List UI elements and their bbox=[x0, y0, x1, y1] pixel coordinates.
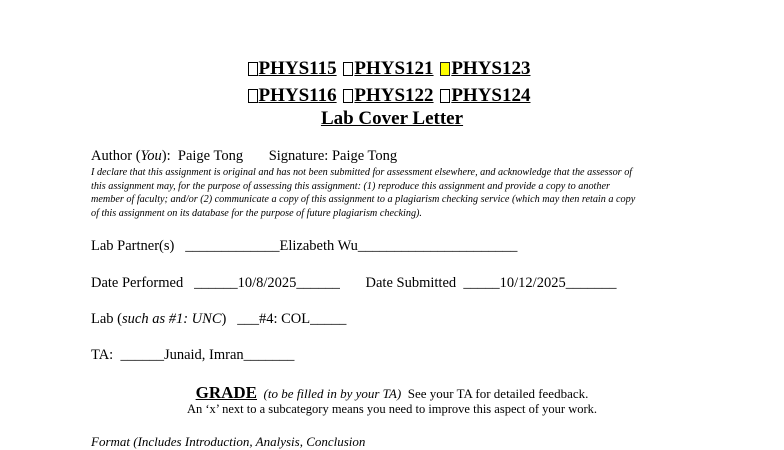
course-option[interactable] bbox=[343, 58, 439, 80]
grade-paren: (to be filled in by your TA) bbox=[263, 386, 402, 401]
grade-line bbox=[0, 383, 784, 403]
course-code: PHYS124 bbox=[451, 85, 531, 106]
grade-heading: GRADE bbox=[195, 383, 258, 402]
course-option[interactable] bbox=[248, 58, 343, 80]
ta-label: TA: bbox=[91, 347, 114, 363]
course-checkbox[interactable] bbox=[343, 89, 353, 103]
lab-label-example: such as #1: UNC bbox=[122, 311, 222, 327]
lab-field bbox=[91, 311, 346, 328]
course-checkbox[interactable] bbox=[248, 62, 258, 76]
date-performed-label: Date Performed bbox=[91, 275, 184, 291]
course-code: PHYS116 bbox=[258, 85, 337, 106]
course-option[interactable] bbox=[343, 85, 439, 107]
author-label-suffix: ): bbox=[161, 148, 171, 164]
lab-label-prefix: Lab ( bbox=[91, 311, 122, 327]
course-row-1 bbox=[0, 58, 784, 80]
course-row-2 bbox=[0, 85, 784, 107]
course-option[interactable] bbox=[440, 85, 536, 107]
grade-note: See your TA for detailed feedback. bbox=[407, 386, 589, 401]
date-submitted-value[interactable]: _____10/12/2025_______ bbox=[463, 275, 617, 291]
format-row-cut: Format (Includes Introduction, Analysis, Conclusion bbox=[91, 434, 366, 449]
course-code: PHYS121 bbox=[354, 58, 434, 79]
course-code: PHYS122 bbox=[354, 85, 434, 106]
author-name[interactable]: Paige Tong bbox=[177, 148, 244, 164]
signature-label: Signature: bbox=[268, 148, 329, 164]
author-label-prefix: Author ( bbox=[91, 148, 141, 164]
date-submitted-label: Date Submitted bbox=[365, 275, 457, 291]
author-line bbox=[91, 148, 397, 165]
course-checkbox[interactable] bbox=[440, 89, 450, 103]
lab-partner-field bbox=[91, 238, 517, 255]
subcategory-note: An ‘x’ next to a subcategory means you need to improve this aspect of your work. bbox=[186, 402, 598, 416]
dates-field bbox=[91, 275, 616, 292]
course-checkbox[interactable] bbox=[343, 62, 353, 76]
signature-value[interactable]: Paige Tong bbox=[331, 148, 398, 164]
course-checkbox-checked[interactable] bbox=[440, 62, 450, 76]
course-option[interactable] bbox=[248, 85, 343, 107]
lab-partner-value[interactable]: _____________Elizabeth Wu______________________ bbox=[185, 238, 518, 254]
ta-field bbox=[91, 347, 294, 364]
date-performed-value[interactable]: ______10/8/2025______ bbox=[194, 275, 340, 291]
lab-value[interactable]: ___#4: COL_____ bbox=[237, 311, 347, 327]
course-code: PHYS115 bbox=[258, 58, 337, 79]
lab-partner-label: Lab Partner(s) bbox=[91, 238, 175, 254]
lab-label-suffix: ) bbox=[221, 311, 227, 327]
course-code: PHYS123 bbox=[451, 58, 531, 79]
plagiarism-declaration: I declare that this assignment is original and has not been submitted for assessment elsewhere, and acknowledge that the assessor of this assignment may, for the purpose of assessing this assignment: (1) reproduce this assignment and provide a copy to another member of faculty; and/or (2) communicate a copy of this assignment to a plagiarism checking service (which may then retain a copy of this assignment on its database for the purpose of future plagiarism checking). bbox=[91, 167, 636, 219]
page-title: Lab Cover Letter bbox=[320, 108, 464, 129]
author-label-you: You bbox=[140, 148, 162, 164]
course-checkbox[interactable] bbox=[248, 89, 258, 103]
course-option[interactable] bbox=[440, 58, 536, 80]
ta-value[interactable]: ______Junaid, Imran_______ bbox=[120, 347, 295, 363]
